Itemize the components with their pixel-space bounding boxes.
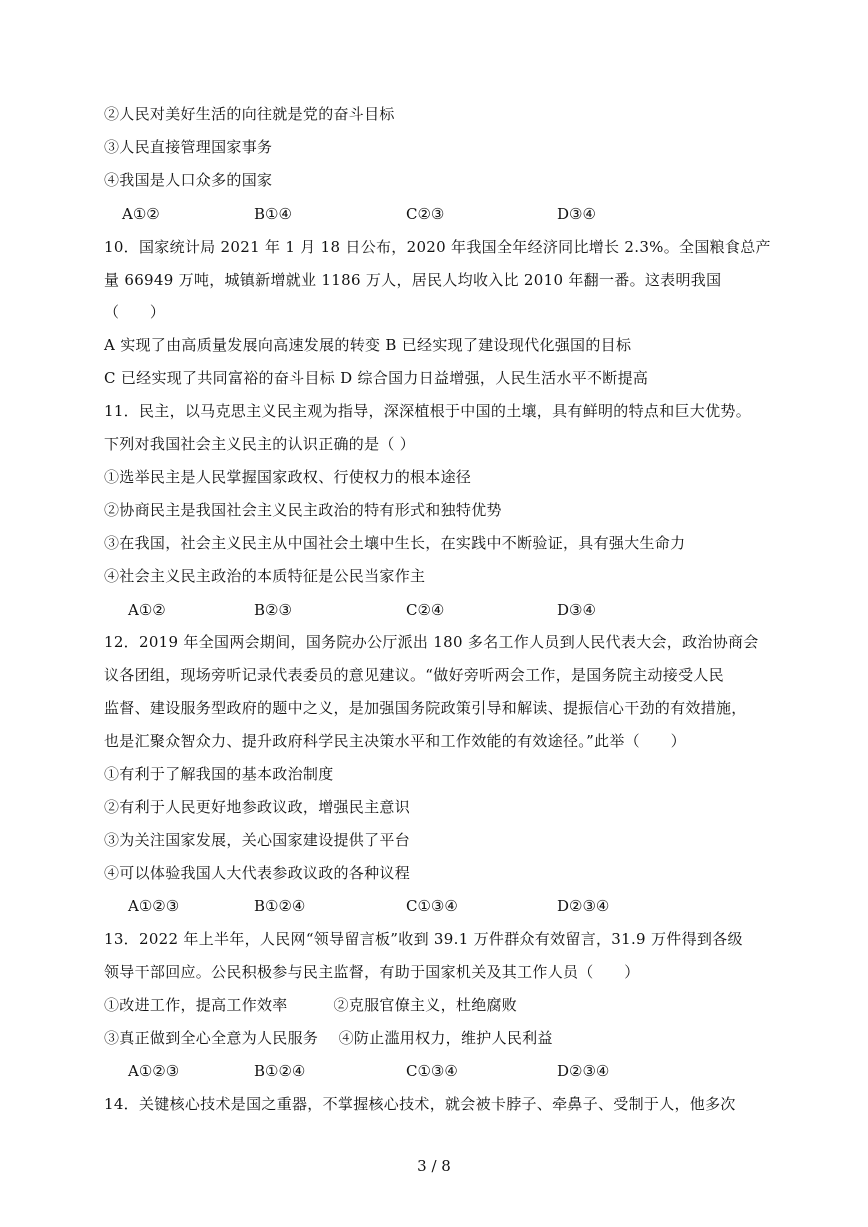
question-12-line-4: 也是汇聚众智众力、提升政府科学民主决策水平和工作效能的有效途径。”此举（ ） bbox=[104, 732, 686, 750]
answer-options-q9 bbox=[0, 204, 868, 224]
choice-item-2: ②有利于人民更好地参政议政，增强民主意识 bbox=[104, 798, 411, 816]
option-a: A①②③ bbox=[128, 1062, 180, 1080]
option-d: D③④ bbox=[557, 601, 596, 619]
option-a: A①②③ bbox=[128, 897, 180, 915]
answer-blank: （ ） bbox=[104, 303, 166, 321]
answer-options-q11 bbox=[0, 600, 868, 620]
option-b: B①②④ bbox=[254, 1062, 306, 1080]
question-13-line-1: 13．2022 年上半年，人民网“领导留言板”收到 39.1 万件群众有效留言，31.9 万件得到各级 bbox=[104, 930, 743, 948]
choice-items-3-4: ③真正做到全心全意为人民服务 ④防止滥用权力，维护人民利益 bbox=[104, 1029, 553, 1047]
question-10-line-1: 10．国家统计局 2021 年 1 月 18 日公布，2020 年我国全年经济同比增长 2.3%。全国粮食总产 bbox=[104, 238, 771, 256]
option-c: C①③④ bbox=[406, 897, 458, 915]
option-d: D②③④ bbox=[557, 897, 610, 915]
question-12-line-3: 监督、建设服务型政府的题中之义，是加强国务院政策引导和解读、提振信心干劲的有效措施， bbox=[104, 699, 747, 717]
page-number: 3 / 8 bbox=[417, 1157, 451, 1175]
question-12-line-2: 议各团组，现场旁听记录代表委员的意见建议。“做好旁听两会工作，是国务院主动接受人民 bbox=[104, 666, 724, 684]
choice-item-3: ③在我国，社会主义民主从中国社会土壤中生长，在实践中不断验证，具有强大生命力 bbox=[104, 534, 686, 552]
option-d: D③④ bbox=[557, 205, 596, 223]
choice-item-2: ②人民对美好生活的向往就是党的奋斗目标 bbox=[104, 105, 395, 123]
question-13-line-2: 领导干部回应。公民积极参与民主监督，有助于国家机关及其工作人员（ ） bbox=[104, 963, 640, 981]
option-b: B①④ bbox=[254, 205, 292, 223]
option-a: A①② bbox=[128, 601, 166, 619]
choice-item-4: ④我国是人口众多的国家 bbox=[104, 171, 273, 189]
question-12-line-1: 12．2019 年全国两会期间，国务院办公厅派出 180 多名工作人员到人民代表大会，政治协商会 bbox=[104, 633, 759, 651]
question-10-line-2: 量 66949 万吨，城镇新增就业 1186 万人，居民人均收入比 2010 年翻一番。这表明我国 bbox=[104, 271, 722, 289]
question-14-line-1: 14．关键核心技术是国之重器，不掌握核心技术，就会被卡脖子、牵鼻子、受制于人，他多次 bbox=[104, 1095, 736, 1113]
choice-item-4: ④社会主义民主政治的本质特征是公民当家作主 bbox=[104, 567, 426, 585]
choice-items-1-2: ①改进工作，提高工作效率 ②克服官僚主义，杜绝腐败 bbox=[104, 996, 518, 1014]
choice-item-1: ①有利于了解我国的基本政治制度 bbox=[104, 765, 334, 783]
question-11-line-2: 下列对我国社会主义民主的认识正确的是（ ） bbox=[104, 435, 416, 453]
question-10-options-ab: A 实现了由高质量发展向高速发展的转变 B 已经实现了建设现代化强国的目标 bbox=[104, 336, 632, 354]
choice-item-3: ③人民直接管理国家事务 bbox=[104, 138, 273, 156]
question-11-line-1: 11．民主，以马克思主义民主观为指导，深深植根于中国的土壤，具有鲜明的特点和巨大优势。 bbox=[104, 402, 751, 420]
option-c: C②④ bbox=[406, 601, 445, 619]
answer-options-q13 bbox=[0, 1061, 868, 1081]
option-a: A①② bbox=[122, 205, 160, 223]
choice-item-1: ①选举民主是人民掌握国家政权、行使权力的根本途径 bbox=[104, 468, 472, 486]
question-10-options-cd: C 已经实现了共同富裕的奋斗目标 D 综合国力日益增强，人民生活水平不断提高 bbox=[104, 369, 649, 387]
choice-item-3: ③为关注国家发展，关心国家建设提供了平台 bbox=[104, 831, 411, 849]
option-b: B②③ bbox=[254, 601, 292, 619]
answer-options-q12 bbox=[0, 896, 868, 916]
choice-item-4: ④可以体验我国人大代表参政议政的各种议程 bbox=[104, 864, 411, 882]
option-d: D②③④ bbox=[557, 1062, 610, 1080]
option-b: B①②④ bbox=[254, 897, 306, 915]
option-c: C①③④ bbox=[406, 1062, 458, 1080]
option-c: C②③ bbox=[406, 205, 445, 223]
choice-item-2: ②协商民主是我国社会主义民主政治的特有形式和独特优势 bbox=[104, 501, 502, 519]
